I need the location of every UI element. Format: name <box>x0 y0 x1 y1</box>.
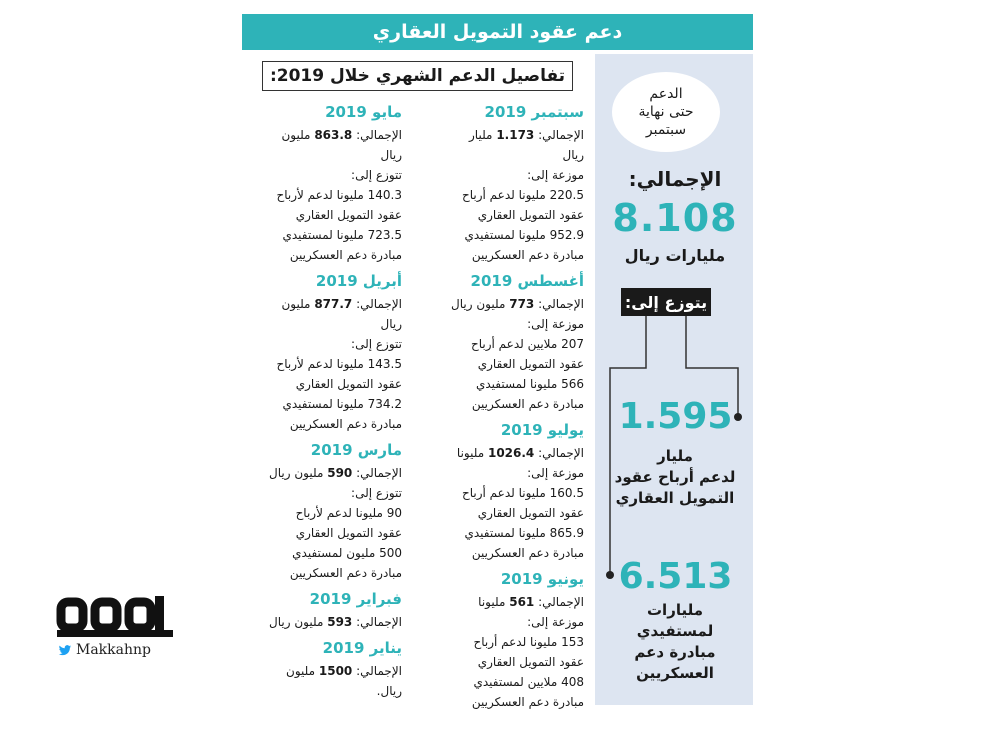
item2-line: مبادرة دعم <box>634 643 716 661</box>
month-title: يونيو 2019 <box>500 570 584 588</box>
total-amount: 863.8 <box>314 128 353 142</box>
total-amount: 1500 <box>318 664 353 678</box>
month-detail-line: تتوزع إلى: <box>351 337 402 351</box>
item1-value: 1.595 <box>618 396 733 437</box>
total-unit: مليارات ريال <box>624 246 726 265</box>
month-total-line <box>250 125 402 145</box>
month-detail-line: موزعة إلى: <box>527 615 584 629</box>
circle-line: سبتمبر <box>645 122 687 138</box>
month-total-line <box>432 592 584 612</box>
month-detail-line: 153 مليونا لدعم أرباح <box>473 635 584 649</box>
total-amount: 1.173 <box>496 128 535 142</box>
month-title: سبتمبر 2019 <box>484 103 584 121</box>
month-block <box>250 440 402 583</box>
item2-line: العسكريين <box>636 664 714 682</box>
month-detail-line: 90 مليونا لدعم لأرباح <box>295 506 402 520</box>
month-detail-line: موزعة إلى: <box>527 317 584 331</box>
total-prefix: الإجمالي: <box>356 466 402 480</box>
total-amount: 773 <box>509 297 535 311</box>
total-suffix: مليون <box>281 297 311 311</box>
month-total-line <box>250 661 402 681</box>
monthly-title: تفاصيل الدعم الشهري خلال 2019: <box>269 66 566 86</box>
month-total-line <box>250 463 402 483</box>
total-prefix: الإجمالي: <box>538 128 584 142</box>
month-detail-line: موزعة إلى: <box>527 466 584 480</box>
month-detail-line: عقود التمويل العقاري <box>477 208 584 222</box>
total-prefix: الإجمالي: <box>538 297 584 311</box>
distributed-label-text: يتوزع إلى: <box>624 292 708 312</box>
month-block <box>432 569 584 712</box>
total-prefix: الإجمالي: <box>538 595 584 609</box>
month-detail-line: 865.9 مليونا لمستفيدي <box>464 526 584 540</box>
month-detail-line: عقود التمويل العقاري <box>295 377 402 391</box>
month-detail-line: 408 ملايين لمستفيدي <box>473 675 584 689</box>
month-detail-line: مبادرة دعم العسكريين <box>289 566 402 580</box>
month-title: يوليو 2019 <box>500 421 584 439</box>
month-detail-line: 500 مليون لمستفيدي <box>292 546 402 560</box>
month-detail-line: 952.9 مليونا لمستفيدي <box>464 228 584 242</box>
item1-line: مليار <box>657 447 693 465</box>
item2-value: 6.513 <box>618 556 733 597</box>
circle-line: الدعم <box>649 86 683 102</box>
item2-line: لمستفيدي <box>636 622 714 640</box>
item2-line: مليارات <box>646 601 703 619</box>
month-total-line <box>432 443 584 463</box>
month-total-line <box>250 294 402 314</box>
month-detail-line: عقود التمويل العقاري <box>295 208 402 222</box>
item1-line: التمويل العقاري <box>615 489 735 507</box>
month-detail-line: تتوزع إلى: <box>351 486 402 500</box>
total-suffix: مليون <box>281 128 311 142</box>
month-title: أبريل 2019 <box>315 272 402 290</box>
total-amount: 1026.4 <box>487 446 535 460</box>
total-value: 8.108 <box>612 196 738 240</box>
month-detail-line: ريال <box>380 317 402 331</box>
twitter-bird-icon <box>58 645 72 656</box>
month-detail-line: ريال. <box>376 684 402 698</box>
month-detail-line: 566 مليونا لمستفيدي <box>475 377 584 391</box>
total-prefix: الإجمالي: <box>356 297 402 311</box>
circle-line: حتى نهاية <box>638 104 694 120</box>
item1-line: لدعم أرباح عقود <box>614 468 736 486</box>
total-prefix: الإجمالي: <box>356 615 402 629</box>
total-amount: 593 <box>327 615 353 629</box>
total-suffix: مليون ريال <box>269 615 324 629</box>
total-suffix: مليونا <box>456 446 485 460</box>
total-prefix: الإجمالي: <box>356 664 402 678</box>
month-title: مارس 2019 <box>310 441 402 459</box>
month-detail-line: 734.2 مليونا لمستفيدي <box>282 397 402 411</box>
month-block <box>432 420 584 563</box>
makkah-logo-icon <box>55 594 180 639</box>
monthly-column-right <box>432 102 584 718</box>
handle-text: Makkahnp <box>76 642 151 658</box>
total-prefix: الإجمالي: <box>356 128 402 142</box>
month-detail-line: مبادرة دعم العسكريين <box>289 248 402 262</box>
month-detail-line: مبادرة دعم العسكريين <box>471 248 584 262</box>
month-total-line <box>432 125 584 145</box>
item1-description <box>605 446 745 509</box>
month-block <box>432 102 584 265</box>
month-total-line <box>432 294 584 314</box>
total-suffix: مليونا <box>478 595 506 609</box>
month-detail-line: 723.5 مليونا لمستفيدي <box>282 228 402 242</box>
month-detail-line: 220.5 مليونا لدعم أرباح <box>462 188 584 202</box>
month-detail-line: مبادرة دعم العسكريين <box>471 695 584 709</box>
month-detail-line: 160.5 مليونا لدعم أرباح <box>462 486 584 500</box>
month-detail-line: 143.5 مليونا لدعم لأرباح <box>276 357 402 371</box>
month-detail-line: 207 ملايين لدعم أرباح <box>470 337 584 351</box>
total-amount: 590 <box>327 466 353 480</box>
month-block <box>250 102 402 265</box>
month-detail-line: مبادرة دعم العسكريين <box>471 546 584 560</box>
summary-circle <box>612 72 720 152</box>
month-title: فبراير 2019 <box>309 590 402 608</box>
month-block <box>250 638 402 701</box>
header-title: دعم عقود التمويل العقاري <box>372 21 623 43</box>
infographic-header <box>242 14 753 50</box>
month-detail-line: مبادرة دعم العسكريين <box>471 397 584 411</box>
total-suffix: مليار <box>469 128 493 142</box>
month-detail-line: 140.3 مليونا لدعم لأرباح <box>276 188 402 202</box>
month-block <box>250 589 402 632</box>
item2-description <box>605 600 745 684</box>
distributed-label <box>621 288 711 316</box>
total-label: الإجمالي: <box>628 167 722 191</box>
month-title: يناير 2019 <box>322 639 402 657</box>
social-handle <box>58 642 178 658</box>
total-suffix: مليون ريال <box>451 297 506 311</box>
month-detail-line: ريال <box>562 148 584 162</box>
month-detail-line: عقود التمويل العقاري <box>477 357 584 371</box>
month-detail-line: عقود التمويل العقاري <box>295 526 402 540</box>
total-suffix: مليون <box>286 664 316 678</box>
month-title: أغسطس 2019 <box>470 272 584 290</box>
month-block <box>432 271 584 414</box>
monthly-column-left <box>250 102 402 707</box>
total-amount: 561 <box>509 595 535 609</box>
month-detail-line: مبادرة دعم العسكريين <box>289 417 402 431</box>
total-prefix: الإجمالي: <box>538 446 584 460</box>
month-detail-line: عقود التمويل العقاري <box>477 506 584 520</box>
total-amount: 877.7 <box>314 297 353 311</box>
month-block <box>250 271 402 434</box>
monthly-title-box <box>262 61 573 91</box>
month-total-line <box>250 612 402 632</box>
month-detail-line: موزعة إلى: <box>527 168 584 182</box>
total-suffix: مليون ريال <box>269 466 324 480</box>
month-detail-line: ريال <box>380 148 402 162</box>
month-detail-line: عقود التمويل العقاري <box>477 655 584 669</box>
month-detail-line: تتوزع إلى: <box>351 168 402 182</box>
month-title: مايو 2019 <box>325 103 402 121</box>
